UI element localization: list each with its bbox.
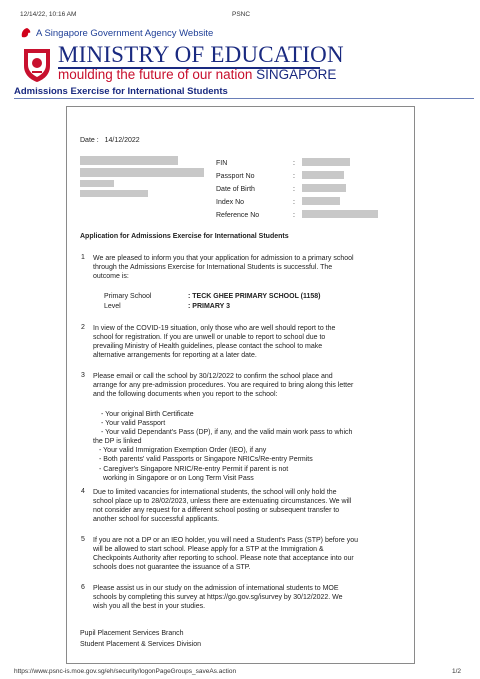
redacted-dob [302, 184, 346, 192]
date-row [80, 136, 140, 145]
reference-label: Reference No [216, 212, 260, 219]
level-label: Level [104, 303, 121, 310]
document-item: - Your valid Immigration Exemption Order (IEO), if any [99, 447, 267, 455]
level-value: : PRIMARY 3 [188, 303, 231, 310]
para-5: If you are not a DP or an IEO holder, you will need a Student's Pass (STP) before you will be allowed to start school. Please apply for a STP at the Immigration & Checkpoints Authority after reporting to school. Please note that acceptance into our schools does not guarantee the issuance of a STP. [93, 537, 359, 572]
dob-colon: : [293, 186, 295, 193]
para-2-number: 2 [81, 324, 85, 331]
index-label: Index No [216, 199, 245, 206]
document-item: - Caregiver's Singapore NRIC/Re-entry Permit if parent is not [99, 465, 289, 473]
fin-colon: : [293, 160, 295, 167]
redacted-address-line-3 [80, 190, 148, 197]
tagline-text: moulding the future of our nation [58, 67, 253, 82]
para-6: Please assist us in our study on the admission of international students to MOE schools by completing this survey at https://go.gov.sg/isurvey by 30/12/2022. We wish you all the best in your studies. [93, 585, 343, 611]
passport-label: Passport No [216, 173, 255, 180]
date-label: Date : [80, 137, 99, 144]
fin-label: FIN [216, 160, 228, 167]
ministry-tagline [58, 67, 336, 82]
para-1-number: 1 [81, 254, 85, 261]
para-3: Please email or call the school by 30/12/2022 to confirm the school place and arrange for any pre-admission procedures. You are required to bring along this letter and the following documents when you report to the school: [93, 373, 354, 399]
document-item: the DP is linked [93, 438, 142, 446]
sign-division: Student Placement & Services Division [80, 641, 201, 648]
redacted-fin [302, 158, 350, 166]
redacted-name [80, 156, 178, 165]
redacted-index [302, 197, 340, 205]
para-6-number: 6 [81, 584, 85, 591]
sg-gov-banner [20, 27, 213, 39]
print-page-title: PSNC [232, 11, 251, 18]
document-item: working in Singapore or on Long Term Visit Pass [103, 474, 254, 482]
tagline-country: SINGAPORE [256, 67, 337, 82]
print-url: https://www.psnc-is.moe.gov.sg/eh/security/logonPageGroups_saveAs.action [14, 668, 237, 675]
document-item: - Both parents' valid Passports or Singapore NRICs/Re-entry Permits [99, 456, 313, 464]
redacted-address-line-2 [80, 180, 114, 187]
ministry-title: MINISTRY OF EDUCATION [58, 42, 344, 67]
section-divider [14, 98, 474, 99]
dob-label: Date of Birth [216, 186, 255, 193]
print-datetime: 12/14/22, 10:16 AM [20, 11, 77, 18]
sign-branch: Pupil Placement Services Branch [80, 630, 184, 637]
print-page-number: 1/2 [452, 668, 462, 675]
para-3-number: 3 [81, 372, 85, 379]
para-1: We are pleased to inform you that your application for admission to a primary school through the Admissions Exercise for International Students is successful. The outcome is: [93, 255, 354, 281]
reference-colon: : [293, 212, 295, 219]
para-5-number: 5 [81, 536, 85, 543]
index-colon: : [293, 199, 295, 206]
document-item: - Your valid Dependant's Pass (DP), if any, and the valid main work pass to which [101, 429, 353, 437]
required-documents-list [93, 410, 413, 483]
passport-colon: : [293, 173, 295, 180]
school-label: Primary School [104, 293, 152, 300]
redacted-address-line-1 [80, 168, 204, 177]
lion-head-icon [20, 27, 32, 39]
letter-heading: Application for Admissions Exercise for International Students [80, 233, 289, 240]
redacted-reference [302, 210, 378, 218]
document-item: - Your valid Passport [101, 420, 166, 428]
section-title: Admissions Exercise for International Students [14, 86, 228, 97]
para-4: Due to limited vacancies for international students, the school will only hold the school place up to 28/02/2023, unless there are extenuating circumstances. We will not consider any request for a different school posting or subsequent transfer to another school for successful applicants. [93, 489, 352, 524]
school-value: : TECK GHEE PRIMARY SCHOOL (1158) [188, 293, 321, 300]
para-4-number: 4 [81, 488, 85, 495]
para-2: In view of the COVID-19 situation, only those who are well should report to the school for registration. If you are unwell or unable to report to school due to prevailing Ministry of Health guidelines, please contact the school to make alternative arrangements for reporting at a later date. [93, 325, 336, 360]
sg-gov-text: A Singapore Government Agency Website [36, 27, 214, 39]
document-item: - Your original Birth Certificate [101, 411, 194, 418]
moe-crest-icon [21, 46, 53, 84]
date-value: 14/12/2022 [104, 137, 140, 144]
redacted-passport [302, 171, 344, 179]
